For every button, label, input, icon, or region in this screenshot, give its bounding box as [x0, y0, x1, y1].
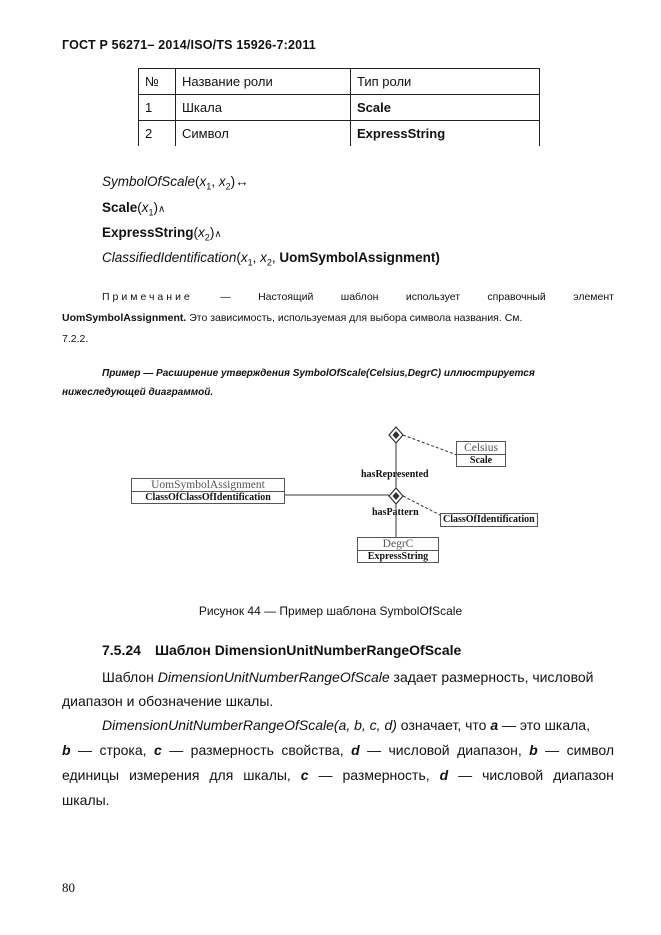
- has-represented-label: hasRepresented: [361, 469, 429, 480]
- note-line-1: Примечание — Настоящий шаблон использует справочный элемент: [102, 291, 614, 303]
- role-name: Символ: [176, 121, 351, 147]
- figure-caption: Рисунок 44 — Пример шаблона SymbolOfScale: [198, 604, 463, 618]
- section-heading: 7.5.24 Шаблон DimensionUnitNumberRangeOfScale: [102, 642, 462, 658]
- example-line-1: Пример — Расширение утверждения SymbolOfScale(Celsius,DegrC) иллюстрируется: [102, 368, 535, 379]
- example-line-2: нижеследующей диаграммой.: [62, 387, 214, 398]
- box-type: Scale: [469, 455, 493, 466]
- class-of-identification-label: ClassOfIdentification: [440, 513, 538, 527]
- paragraph-2-line-2: b — строка, c — размерность свойства, d — числовой диапазон, b — символ: [62, 742, 614, 758]
- table-header-row: [139, 69, 540, 95]
- col-role-name-header: Название роли: [176, 69, 351, 95]
- paragraph-1-line-2: диапазон и обозначение шкалы.: [62, 693, 274, 709]
- row-number: 1: [139, 95, 176, 121]
- degrc-box: [357, 537, 439, 563]
- paragraph-1-line-1: Шаблон DimensionUnitNumberRangeOfScale задает размерность, числовой: [102, 669, 594, 685]
- box-title: UomSymbolAssignment: [132, 479, 284, 492]
- has-pattern-label: hasPattern: [372, 507, 419, 518]
- col-number-header: №: [139, 69, 176, 95]
- box-title: DegrC: [358, 538, 438, 551]
- connector-celsius: [403, 435, 457, 455]
- paragraph-2-line-1: DimensionUnitNumberRangeOfScale(a, b, c, d) означает, что a — это шкала,: [102, 717, 590, 733]
- celsius-box: [456, 441, 506, 467]
- document-header: ГОСТ Р 56271– 2014/ISO/TS 15926-7:2011: [62, 38, 316, 52]
- paragraph-2-line-3: единицы измерения для шкалы, c — размерность, d — числовой диапазон: [62, 767, 614, 783]
- role-name: Шкала: [176, 95, 351, 121]
- row-number: 2: [139, 121, 176, 147]
- paragraph-2-line-4: шкалы.: [62, 792, 110, 808]
- note-line-2: UomSymbolAssignment. Это зависимость, используемая для выбора символа названия. См.: [62, 312, 523, 324]
- note-line-3: 7.2.2.: [62, 333, 89, 345]
- role-type: ExpressString: [351, 121, 540, 147]
- table-row: [139, 121, 540, 147]
- formula-line-2: $Scale(x_1)\wedge$: [102, 200, 166, 218]
- page-number: 80: [62, 880, 75, 895]
- uom-symbol-assignment-box: [131, 478, 285, 504]
- formula-line-3: $ExpressString(x_2)\wedge$: [102, 225, 222, 243]
- box-type: ExpressString: [367, 551, 429, 562]
- box-title: Celsius: [457, 442, 505, 455]
- table-row: [139, 95, 540, 121]
- role-table: [138, 68, 540, 146]
- col-role-type-header: Тип роли: [351, 69, 540, 95]
- box-type: ClassOfClassOfIdentification: [145, 492, 271, 503]
- role-type: Scale: [351, 95, 540, 121]
- formula-line-4: $ClassifiedIdentification(x_1$, $x_2$, UomSymbolAssignment): [102, 250, 440, 268]
- formula-line-1: $SymbolOfScale(x_1$, $x_2)\leftrightarrow$: [102, 174, 249, 192]
